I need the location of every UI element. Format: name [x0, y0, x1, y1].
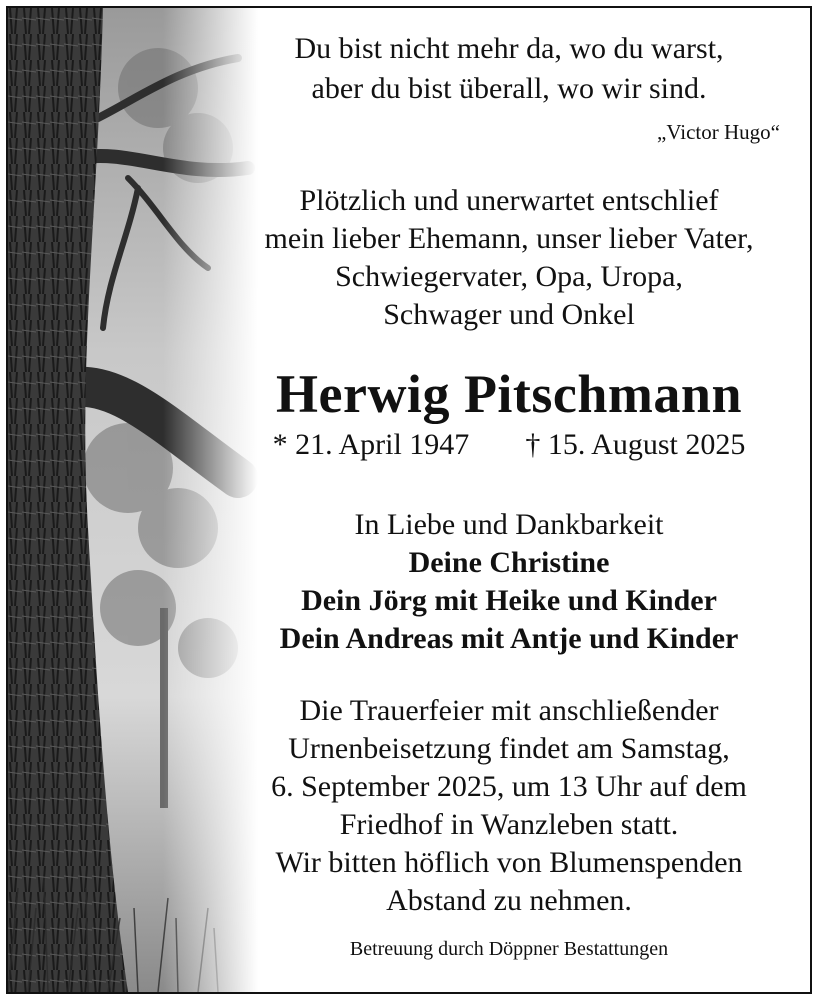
quote-line: Du bist nicht mehr da, wo du warst, — [294, 32, 724, 65]
ceremony-line: Die Trauerfeier mit anschließender — [299, 694, 719, 727]
announcement-line: mein lieber Ehemann, unser lieber Vater, — [264, 222, 754, 255]
quote-line: aber du bist überall, wo wir sind. — [311, 72, 707, 105]
birth-date: * 21. April 1947 — [272, 428, 470, 461]
announcement-line: Plötzlich und unerwartet entschlief — [299, 184, 719, 217]
signature-name: Dein Jörg mit Heike und Kinder — [301, 584, 717, 617]
signature-name: Dein Andreas mit Antje und Kinder — [279, 622, 739, 655]
signature-name: Deine Christine — [408, 546, 610, 579]
announcement-line: Schwiegervater, Opa, Uropa, — [335, 260, 683, 293]
deceased-name: Herwig Pitschmann — [276, 364, 742, 424]
ceremony-line: Abstand zu nehmen. — [386, 884, 632, 917]
obituary-notice — [6, 6, 812, 994]
ceremony-line: Urnenbeisetzung findet am Samstag, — [288, 732, 730, 765]
ceremony-line: 6. September 2025, um 13 Uhr auf dem — [271, 770, 747, 803]
quote-author: „Victor Hugo“ — [657, 120, 780, 144]
notice-text — [208, 8, 810, 992]
ceremony-line: Wir bitten höflich von Blumenspenden — [275, 846, 743, 879]
ceremony-line: Friedhof in Wanzleben statt. — [339, 808, 679, 841]
signature-intro: In Liebe und Dankbarkeit — [354, 508, 664, 541]
announcement-line: Schwager und Onkel — [383, 298, 635, 331]
death-date: † 15. August 2025 — [525, 428, 746, 461]
life-dates — [208, 428, 810, 462]
funeral-home-credit: Betreuung durch Döppner Bestattungen — [349, 938, 669, 960]
